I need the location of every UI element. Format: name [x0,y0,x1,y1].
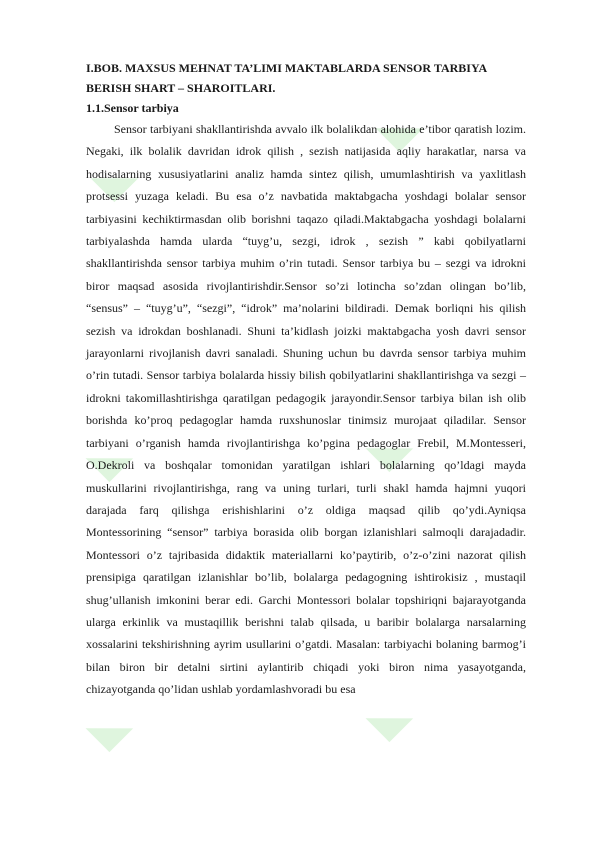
watermark [77,695,138,756]
watermark-logo-icon: ◣ [357,415,418,476]
body-paragraph: Sensor tarbiyani shakllantirishda avvalo ilk bolalikdan alohida e’tibor qaratish lozim. Negaki, ilk bolalik davridan idrok qilish , sezish natijasida aqliy harakatlar, narsa va hodisalarning xususiyatlarini analiz hamda sintez qilish, umumlashtirish va yaxlitlash protsessi yuzaga keladi. Bu esa o’z navbatida maktabgacha yoshdagi bolalar sensor tarbiyasini kechiktirmasdan olib borishni taqazo qiladi.Maktabgacha yoshdagi bolalarni tarbiyalashda hamda ularda “tuyg’u, sezgi, idrok , sezish ” kabi qobilyatlarni shakllantirishda sensor tarbiya muhim o’rin tutadi. Sensor tarbiya bu – sezgi va idrokni biror maqsad asosida rivojlantirishdir.Sensor so’zi lotincha so’zdan olingan bo’lib, “sensus” – “tuyg’u”, “sezgi”, “idrok” ma’nolarini bildiradi. Demak borliqni his qilish sezish va idrokdan boshlanadi. Shuni ta’kidlash joizki maktabgacha yosh davri sensor jarayonlarni rivojlanish davri sanaladi. Shuning uchun bu davrda sensor tarbiya muhim o’rin tutadi. Sensor tarbiya bolalarda hissiy bilish qobilyatlarini shakllantirishga va sezgi –idrokni takomillashtirishga qaratilgan pedagogik jarayondir.Sensor tarbiya bilan ish olib borishda ko’proq pedagoglar hamda ruxshunoslar tinimsiz murojaat qiladilar. Sensor tarbiyani o’rganish hamda rivojlantirishga ko’pgina pedagoglar Frebil, M.Montesseri, O.Dekroli va boshqalar tomonidan yaratilgan ishlari bolalarning qo’ldagi mayda muskullarini rivojlantirishga, rang va uning turlari, turli shakl hamda hajmni yuqori darajada farq qilishga erishishlarini o’z oldiga maqsad qilib qo’ydi.Ayniqsa Montessorining “sensor” tarbiya borasida olib borgan izlanishlari salmoqli darajadadir. Montessori o’z tajribasida didaktik materiallarni ko’paytirib, o’z-o’zini nazorat qilish prensipiga qaratilgan izlanishlar bo’lib, bolalarga pedagogning ishtirokisiz , mustaqil shug’ullanish imkonini berar edi. Garchi Montessori bolalar topshiriqni bajarayotganda ularga erkinlik va mustaqillik berishni talab qilsada, u baribir bolalarga narsalarning xossalarini tekshirishning ayrim usullarini o’gatdi. Masalan: tarbiyachi bolaning barmog’i bilan biron bir detalni sirtini aylantirib chiqadi yoki biron nima yasayotganda, chizayotganda qo’lidan ushlab yordamlashvoradi bu esa [86,122,526,697]
watermark-logo-icon: ◣ [77,695,138,756]
watermark-logo-icon: ◣ [82,145,143,206]
chapter-heading: I.BOB. MAXSUS MEHNAT TA’LIMI MAKTABLARDA SENSOR TARBIYA BERISH SHART – SHAROITLARI. [86,61,487,95]
section-title: 1.1.Sensor tarbiya [86,101,179,115]
document-page [86,58,526,701]
watermark-logo-icon: ◣ [367,95,428,156]
watermark-logo-icon: ◣ [357,685,418,746]
watermark-logo-icon: ◣ [77,425,138,486]
